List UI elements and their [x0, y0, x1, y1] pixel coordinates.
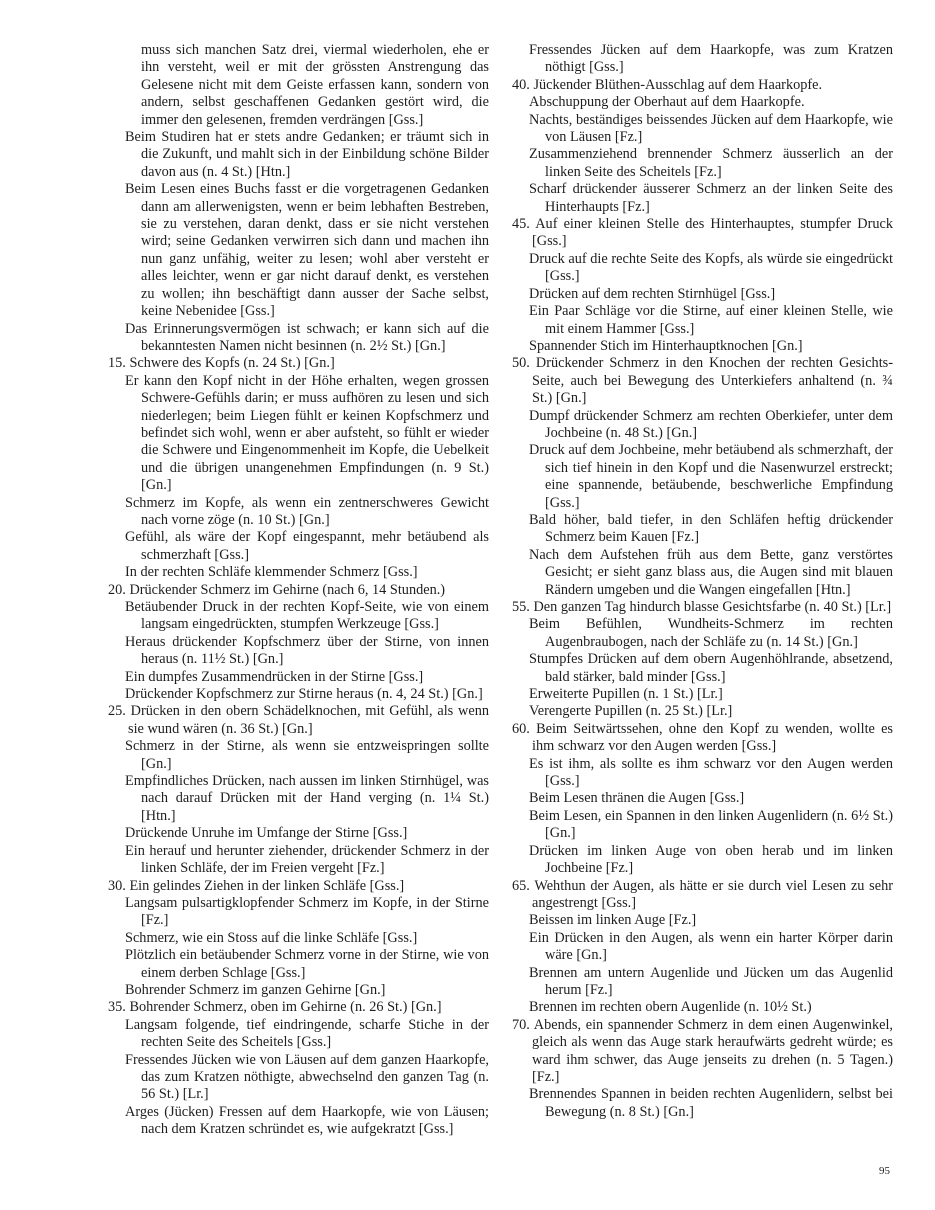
symptom-entry: Fressendes Jücken wie von Läusen auf dem ganzen Haarkopfe, das zum Kratzen nöthigte, abwechselnd den ganzen Tag (n. 56 St.) [Lr.] — [125, 1051, 489, 1103]
numbered-symptom-entry: 35. Bohrender Schmerz, oben im Gehirne (n. 26 St.) [Gn.] — [108, 999, 442, 1016]
symptom-entry: Beim Studiren hat er stets andre Gedanken; er träumt sich in die Zukunft, und mahlt sich in der Einbildung schöne Bilder davon aus (n. 4 St.) [Htn.] — [125, 129, 489, 180]
symptom-entry: Drückender Kopfschmerz zur Stirne heraus (n. 4, 24 St.) [Gn.] — [125, 686, 483, 703]
symptom-entry: Heraus drückender Kopfschmerz über der Stirne, von innen heraus (n. 11½ St.) [Gn.] — [125, 633, 489, 668]
symptom-entry: Brennen am untern Augenlide und Jücken um das Augenlid herum [Fz.] — [529, 964, 893, 998]
symptom-entry: Betäubender Druck in der rechten Kopf-Seite, wie von einem langsam eingedrückten, stumpfen Werkzeuge [Gss.] — [125, 599, 489, 633]
symptom-entry: Ein dumpfes Zusammendrücken in der Stirne [Gss.] — [125, 668, 424, 685]
symptom-entry: Beissen im linken Auge [Fz.] — [529, 912, 697, 929]
symptom-entry: Nachts, beständiges beissendes Jücken auf dem Haarkopfe, wie von Läusen [Fz.] — [529, 111, 893, 146]
symptom-entry: In der rechten Schläfe klemmender Schmerz [Gss.] — [125, 564, 418, 581]
numbered-symptom-entry: 15. Schwere des Kopfs (n. 24 St.) [Gn.] — [108, 355, 335, 372]
symptom-entry: Spannender Stich im Hinterhauptknochen [Gn.] — [529, 337, 803, 354]
symptom-entry: Langsam pulsartigklopfender Schmerz im Kopfe, in der Stirne [Fz.] — [125, 894, 489, 929]
symptom-entry: Brennendes Spannen in beiden rechten Augenlidern, selbst bei Bewegung (n. 8 St.) [Gn.] — [529, 1086, 893, 1120]
symptom-entry: Schmerz, wie ein Stoss auf die linke Schläfe [Gss.] — [125, 929, 418, 946]
symptom-entry: Es ist ihm, als sollte es ihm schwarz vor den Augen werden [Gss.] — [529, 755, 893, 790]
symptom-entry: Bald höher, bald tiefer, in den Schläfen heftig drückender Schmerz beim Kauen [Fz.] — [529, 511, 893, 546]
numbered-symptom-entry: 65. Wehthun der Augen, als hätte er sie durch viel Lesen zu sehr angestrengt [Gss.] — [512, 877, 893, 911]
symptom-entry: Drücken im linken Auge von oben herab und im linken Jochbeine [Fz.] — [529, 842, 893, 877]
symptom-entry: Erweiterte Pupillen (n. 1 St.) [Lr.] — [529, 686, 723, 703]
numbered-symptom-entry: 25. Drücken in den obern Schädelknochen, mit Gefühl, als wenn sie wund wären (n. 36 St.) [Gn.] — [108, 703, 489, 737]
symptom-entry: Drückende Unruhe im Umfange der Stirne [Gss.] — [125, 825, 408, 842]
numbered-symptom-entry: 30. Ein gelindes Ziehen in der linken Schläfe [Gss.] — [108, 877, 405, 894]
symptom-entry: Stumpfes Drücken auf dem obern Augenhöhlrande, absetzend, bald stärker, bald minder [Gss.] — [529, 651, 893, 685]
symptom-entry: Schmerz in der Stirne, als wenn sie entzweispringen sollte [Gn.] — [125, 738, 489, 772]
symptom-entry: Beim Befühlen, Wundheits-Schmerz im rechten Augenbraubogen, nach der Schläfe zu (n. 14 St.) [Gn.] — [529, 616, 893, 650]
symptom-entry: Bohrender Schmerz im ganzen Gehirne [Gn.] — [125, 981, 386, 998]
symptom-entry: Arges (Jücken) Fressen auf dem Haarkopfe, wie von Läusen; nach dem Kratzen schründet es, wie aufgekratzt [Gss.] — [125, 1103, 489, 1138]
symptom-entry: muss sich manchen Satz drei, viermal wiederholen, ehe er ihn versteht, weil er mit der grössten Anstrengung das Gelesene nicht mit dem Geiste erfassen kann, sondern von andern, selbst geschaffenen Gedanken gestört wird, die immer den gelesenen, fremden verdrängen [Gss.] — [141, 42, 489, 128]
symptom-entry: Das Erinnerungsvermögen ist schwach; er kann sich auf die bekanntesten Namen nicht besinnen (n. 2½ St.) [Gn.] — [125, 320, 489, 354]
numbered-symptom-entry: 70. Abends, ein spannender Schmerz in dem einen Augenwinkel, gleich als wenn das Auge stark heraufwärts gedreht würde; es ward ihm schwer, das Auge jenseits zu drehen (n. 5 Tagen.) [Fz.] — [512, 1016, 893, 1085]
symptom-entry: Plötzlich ein betäubender Schmerz vorne in der Stirne, wie von einem derben Schlage [Gss.] — [125, 947, 489, 981]
numbered-symptom-entry: 45. Auf einer kleinen Stelle des Hinterhauptes, stumpfer Druck [Gss.] — [512, 216, 893, 250]
symptom-entry: Gefühl, als wäre der Kopf eingespannt, mehr betäubend als schmerzhaft [Gss.] — [125, 529, 489, 563]
numbered-symptom-entry: 20. Drückender Schmerz im Gehirne (nach 6, 14 Stunden.) — [108, 581, 446, 598]
symptom-entry: Scharf drückender äusserer Schmerz an der linken Seite des Hinterhaupts [Fz.] — [529, 181, 893, 215]
symptom-entry: Empfindliches Drücken, nach aussen im linken Stirnhügel, was nach darauf Drücken mit der Hand verging (n. 1¼ St.) [Htn.] — [125, 773, 489, 824]
symptom-entry: Abschuppung der Oberhaut auf dem Haarkopfe. — [529, 94, 805, 111]
symptom-entry: Langsam folgende, tief eindringende, scharfe Stiche in der rechten Seite des Scheitels [Gss.] — [125, 1016, 489, 1051]
symptom-entry: Zusammenziehend brennender Schmerz äusserlich an der linken Seite des Scheitels [Fz.] — [529, 146, 893, 180]
symptom-entry: Brennen im rechten obern Augenlide (n. 10½ St.) — [529, 999, 812, 1016]
symptom-entry: Drücken auf dem rechten Stirnhügel [Gss.] — [529, 285, 776, 302]
symptom-entry: Beim Lesen, ein Spannen in den linken Augenlidern (n. 6½ St.) [Gn.] — [529, 807, 893, 842]
numbered-symptom-entry: 50. Drückender Schmerz in den Knochen der rechten Gesichts-Seite, auch bei Bewegung des Unterkiefers anhaltend (n. ¾ St.) [Gn.] — [512, 355, 893, 407]
symptom-entry: Er kann den Kopf nicht in der Höhe erhalten, wegen grossen Schwere-Gefühls darin; er muss aufhören zu lesen und sich niederlegen; beim Liegen fühlt er keinen Kopfschmerz und befindet sich wohl, wenn er aber aufsteht, so fühlt er wieder die Schwere und Eingenommenheit im Kopfe, die Uebelkeit und die übrigen unangenehmen Empfindungen (n. 9 St.) [Gn.] — [125, 372, 489, 494]
numbered-symptom-entry: 40. Jückender Blüthen-Ausschlag auf dem Haarkopfe. — [512, 76, 823, 93]
symptom-entry: Verengerte Pupillen (n. 25 St.) [Lr.] — [529, 703, 733, 720]
symptom-entry: Schmerz im Kopfe, als wenn ein zentnerschweres Gewicht nach vorne zöge (n. 10 St.) [Gn.] — [125, 494, 489, 528]
symptom-entry: Ein Drücken in den Augen, als wenn ein harter Körper darin wäre [Gn.] — [529, 929, 893, 964]
left-column — [108, 42, 489, 1139]
symptom-entry: Druck auf dem Jochbeine, mehr betäubend als schmerzhaft, der sich tief hinein in den Kopf und die Nasenwurzel erstreckt; eine spannende, betäubende, beschwerliche Empfindung [Gss.] — [529, 442, 893, 511]
symptom-entry: Dumpf drückender Schmerz am rechten Oberkiefer, unter dem Jochbeine (n. 48 St.) [Gn.] — [529, 407, 893, 441]
symptom-entry: Beim Lesen eines Buchs fasst er die vorgetragenen Gedanken dann am allerwenigsten, wenn er beim lebhaften Bestreben, sie zu verstehen, daran denkt, dass er sie nicht verstehen wird; seine Gedanken verwirren sich dann und machen ihn nun ganz unfähig, weiter zu lesen; wohl aber versteht er alles leichter, wenn er gar nicht darauf denkt, es verstehen zu wollen; ihn beschäftigt dann ausser der Sache selbst, keine Nebenidee [Gss.] — [125, 181, 489, 320]
right-column — [512, 42, 893, 1121]
numbered-symptom-entry: 55. Den ganzen Tag hindurch blasse Gesichtsfarbe (n. 40 St.) [Lr.] — [512, 599, 892, 615]
numbered-symptom-entry: 60. Beim Seitwärtssehen, ohne den Kopf zu wenden, wollte es ihm schwarz vor den Augen werden [Gss.] — [512, 720, 893, 755]
symptom-entry: Beim Lesen thränen die Augen [Gss.] — [529, 790, 745, 807]
symptom-entry: Ein Paar Schläge vor die Stirne, auf einer kleinen Stelle, wie mit einem Hammer [Gss.] — [529, 303, 893, 337]
symptom-entry: Fressendes Jücken auf dem Haarkopfe, was zum Kratzen nöthigt [Gss.] — [529, 42, 893, 76]
page-number: 95 — [879, 1165, 890, 1177]
symptom-entry: Druck auf die rechte Seite des Kopfs, als würde sie eingedrückt [Gss.] — [529, 250, 893, 285]
symptom-entry: Ein herauf und herunter ziehender, drückender Schmerz in der linken Schläfe, der im Freien vergeht [Fz.] — [125, 842, 489, 877]
symptom-entry: Nach dem Aufstehen früh aus dem Bette, ganz verstörtes Gesicht; er sieht ganz blass aus, die Augen sind mit blauen Rändern umgeben und die Wangen eingefallen [Htn.] — [529, 546, 893, 598]
